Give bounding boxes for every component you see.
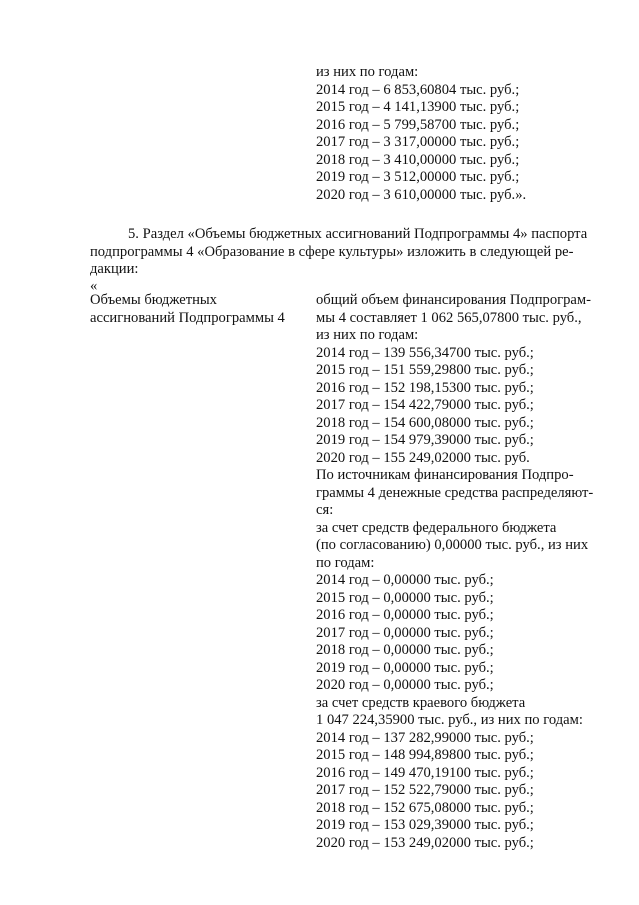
content-line: граммы 4 денежные средства распределяют- xyxy=(316,484,594,501)
content-line: 2017 год – 152 522,79000 тыс. руб.; xyxy=(316,782,534,798)
content-line: из них по годам: xyxy=(316,327,419,343)
section-label xyxy=(90,292,310,327)
content-line: мы 4 составляет 1 062 565,07800 тыс. руб., xyxy=(316,309,582,326)
content-line: 2015 год – 0,00000 тыс. руб.; xyxy=(316,589,494,606)
content-line: 2017 год – 0,00000 тыс. руб.; xyxy=(316,624,494,641)
paragraph-line: подпрограммы 4 «Образование в сфере культуры» изложить в следующей ре- xyxy=(90,243,574,260)
opening-quote: « xyxy=(90,278,98,294)
content-line: 2018 год – 152 675,08000 тыс. руб.; xyxy=(316,799,534,816)
paragraph-line: 5. Раздел «Объемы бюджетных ассигнований Подпрограммы 4» паспорта xyxy=(128,226,588,242)
content-line: 2017 год – 154 422,79000 тыс. руб.; xyxy=(316,397,534,413)
content-line: общий объем финансирования Подпрограм- xyxy=(316,292,591,308)
content-line: 2015 год – 151 559,29800 тыс. руб.; xyxy=(316,362,534,378)
paragraph-5 xyxy=(90,226,615,279)
text-line: 2015 год – 4 141,13900 тыс. руб.; xyxy=(316,99,520,115)
content-line: 1 047 224,35900 тыс. руб., из них по годам: xyxy=(316,712,583,728)
content-line: 2019 год – 154 979,39000 тыс. руб.; xyxy=(316,432,534,448)
content-line: 2016 год – 152 198,15300 тыс. руб.; xyxy=(316,379,534,396)
content-line: за счет средств краевого бюджета xyxy=(316,694,526,711)
text-line: из них по годам: xyxy=(316,64,419,80)
content-line: 2020 год – 153 249,02000 тыс. руб.; xyxy=(316,834,534,851)
content-line: 2020 год – 155 249,02000 тыс. руб. xyxy=(316,449,530,466)
content-line: 2019 год – 0,00000 тыс. руб.; xyxy=(316,659,494,676)
content-line: ся: xyxy=(316,502,334,518)
content-line: 2016 год – 149 470,19100 тыс. руб.; xyxy=(316,764,534,781)
content-line: 2014 год – 0,00000 тыс. руб.; xyxy=(316,572,494,588)
content-line: 2016 год – 0,00000 тыс. руб.; xyxy=(316,607,494,623)
text-line: 2014 год – 6 853,60804 тыс. руб.; xyxy=(316,81,520,98)
section-content xyxy=(316,292,616,852)
label-line: Объемы бюджетных xyxy=(90,292,217,308)
content-line: 2014 год – 139 556,34700 тыс. руб.; xyxy=(316,344,534,361)
content-line: 2014 год – 137 282,99000 тыс. руб.; xyxy=(316,729,534,746)
content-line: 2018 год – 154 600,08000 тыс. руб.; xyxy=(316,414,534,431)
content-line: По источникам финансирования Подпро- xyxy=(316,467,574,483)
content-line: 2020 год – 0,00000 тыс. руб.; xyxy=(316,677,494,693)
paragraph-line: дакции: xyxy=(90,261,139,277)
text-line: 2018 год – 3 410,00000 тыс. руб.; xyxy=(316,151,520,168)
text-line: 2019 год – 3 512,00000 тыс. руб.; xyxy=(316,169,520,185)
text-line: 2017 год – 3 317,00000 тыс. руб.; xyxy=(316,134,520,150)
content-line: за счет средств федерального бюджета xyxy=(316,519,557,536)
content-line: 2015 год – 148 994,89800 тыс. руб.; xyxy=(316,747,534,763)
content-line: по годам: xyxy=(316,554,375,571)
content-line: 2018 год – 0,00000 тыс. руб.; xyxy=(316,642,494,658)
text-line: 2020 год – 3 610,00000 тыс. руб.». xyxy=(316,186,527,203)
text-line: 2016 год – 5 799,58700 тыс. руб.; xyxy=(316,116,520,133)
content-line: 2019 год – 153 029,39000 тыс. руб.; xyxy=(316,817,534,833)
content-line: (по согласованию) 0,00000 тыс. руб., из них xyxy=(316,537,589,553)
top-funding-list xyxy=(316,64,616,204)
label-line: ассигнований Подпрограммы 4 xyxy=(90,309,285,326)
